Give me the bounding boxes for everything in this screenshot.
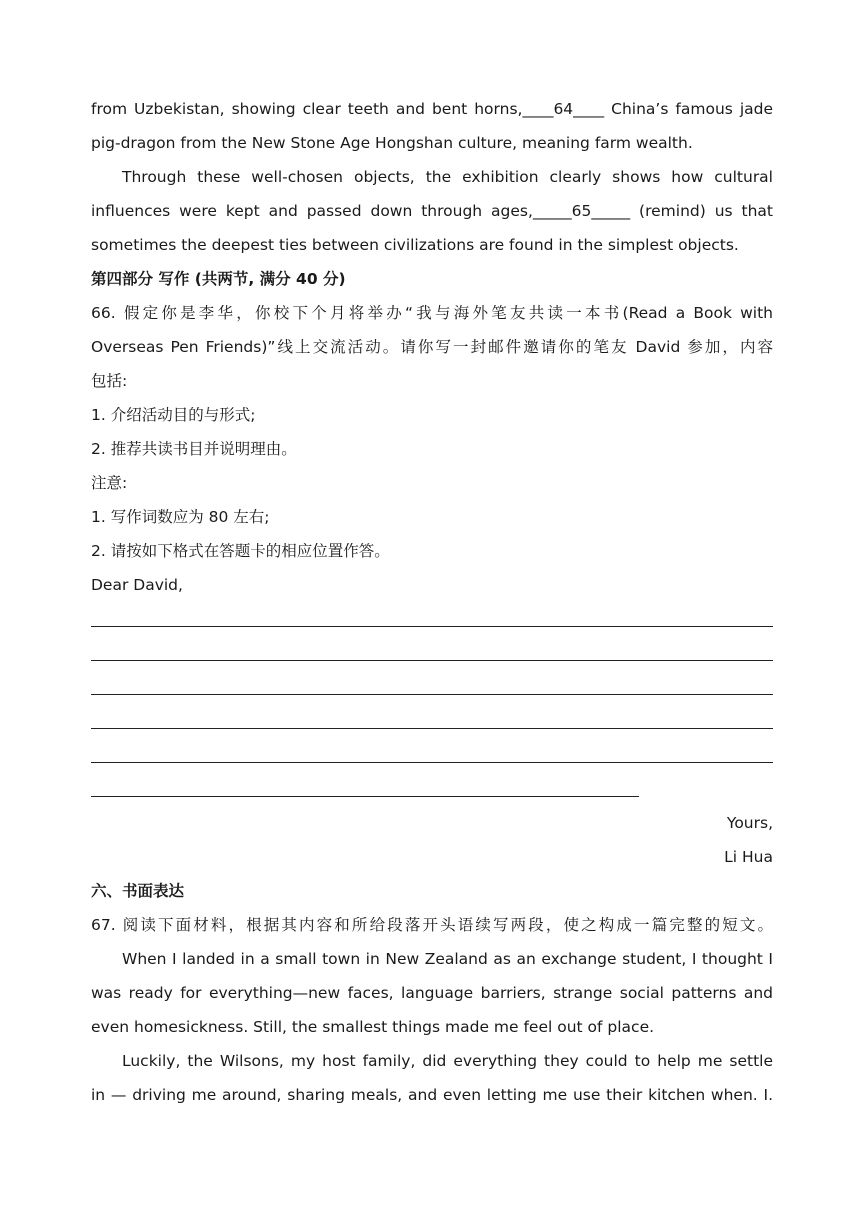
answer-line xyxy=(91,636,773,670)
letter-closing: Yours, xyxy=(726,814,773,832)
answer-line xyxy=(91,772,773,806)
notice-1: 1. 写作词数应为 80 左右; xyxy=(91,508,270,526)
question-67-text: 67. 阅读下面材料，根据其内容和所给段落开头语续写两段，使之构成一篇完整的短文。 xyxy=(91,916,773,934)
story-line: even homesickness. Still, the smallest things made me feel out of place. xyxy=(91,1018,655,1036)
question-66-text: 包括: xyxy=(91,372,128,390)
passage-line: from Uzbekistan, showing clear teeth and bent horns,____64____ China’s famous jade xyxy=(91,100,773,118)
passage-line: Through these well-chosen objects, the exhibition clearly shows how cultural xyxy=(122,168,773,186)
answer-line xyxy=(91,704,773,738)
letter-signature: Li Hua xyxy=(724,848,773,866)
notice-2: 2. 请按如下格式在答题卡的相应位置作答。 xyxy=(91,542,390,560)
part4-heading: 第四部分 写作 (共两节, 满分 40 分) xyxy=(91,270,346,288)
story-line: was ready for everything—new faces, language barriers, strange social patterns and xyxy=(91,984,773,1002)
story-line: When I landed in a small town in New Zealand as an exchange student, I thought I xyxy=(122,950,773,968)
content-point-1: 1. 介绍活动目的与形式; xyxy=(91,406,256,424)
section6-heading: 六、书面表达 xyxy=(91,882,185,900)
content-point-2: 2. 推荐共读书目并说明理由。 xyxy=(91,440,297,458)
notice-label: 注意: xyxy=(91,474,128,492)
answer-line xyxy=(91,602,773,636)
document-page xyxy=(91,92,773,1112)
passage-line: influences were kept and passed down through ages,_____65_____ (remind) us that xyxy=(91,202,773,220)
question-66-text: 66. 假定你是李华，你校下个月将举办“我与海外笔友共读一本书(Read a Book with xyxy=(91,304,773,322)
answer-line xyxy=(91,670,773,704)
story-line: Luckily, the Wilsons, my host family, did everything they could to help me settle xyxy=(122,1052,773,1070)
answer-line xyxy=(91,738,773,772)
story-line: in — driving me around, sharing meals, and even letting me use their kitchen when. I. xyxy=(91,1086,773,1104)
passage-line: pig-dragon from the New Stone Age Hongshan culture, meaning farm wealth. xyxy=(91,134,693,152)
letter-salutation: Dear David, xyxy=(91,576,183,594)
passage-line: sometimes the deepest ties between civilizations are found in the simplest objects. xyxy=(91,236,739,254)
question-66-text: Overseas Pen Friends)”线上交流活动。请你写一封邮件邀请你的笔友 David 参加，内容 xyxy=(91,338,773,356)
